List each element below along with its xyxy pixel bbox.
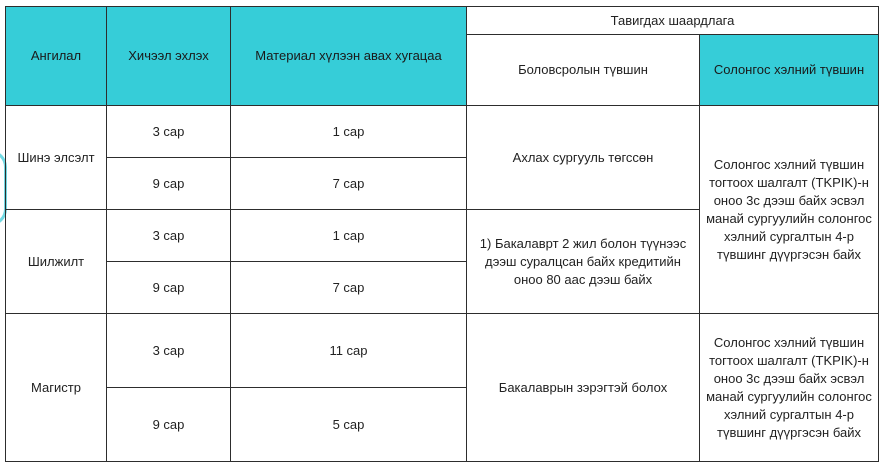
deadline-cell: 5 сар bbox=[231, 388, 467, 462]
deadline-cell: 1 сар bbox=[231, 106, 467, 158]
course-start-cell: 3 сар bbox=[107, 106, 231, 158]
header-material-deadline: Материал хүлээн авах хугацаа bbox=[231, 7, 467, 106]
header-requirements: Тавигдах шаардлага bbox=[467, 7, 879, 35]
education-cell: Ахлах сургууль төгссөн bbox=[467, 106, 700, 210]
requirements-table bbox=[5, 6, 879, 462]
korean-requirement-cell: Солонгос хэлний түвшин тогтоох шалгалт (TKPIK)-н оноо 3с дээш байх эсвэл манай сургуулийн солонгос хэлний сургалтын 4-р түвшинг дүүргэсэн байх bbox=[700, 314, 879, 462]
education-cell: 1) Бакалаврт 2 жил болон түүнээс дээш суралцсан байх кредитийн оноо 80 аас дээш байх bbox=[467, 210, 700, 314]
category-cell: Шилжилт bbox=[6, 210, 107, 314]
course-start-cell: 9 сар bbox=[107, 158, 231, 210]
deadline-cell: 7 сар bbox=[231, 158, 467, 210]
header-korean-level: Солонгос хэлний түвшин bbox=[700, 35, 879, 106]
deadline-cell: 7 сар bbox=[231, 262, 467, 314]
deadline-cell: 1 сар bbox=[231, 210, 467, 262]
course-start-cell: 3 сар bbox=[107, 210, 231, 262]
education-cell: Бакалаврын зэрэгтэй болох bbox=[467, 314, 700, 462]
deadline-cell: 11 сар bbox=[231, 314, 467, 388]
korean-requirement-cell: Солонгос хэлний түвшин тогтоох шалгалт (TKPIK)-н оноо 3с дээш байх эсвэл манай сургуулийн солонгос хэлний сургалтын 4-р түвшинг дүүргэсэн байх bbox=[700, 106, 879, 314]
header-education-level: Боловсролын түвшин bbox=[467, 35, 700, 106]
header-category: Ангилал bbox=[6, 7, 107, 106]
course-start-cell: 9 сар bbox=[107, 388, 231, 462]
course-start-cell: 3 сар bbox=[107, 314, 231, 388]
header-course-start: Хичээл эхлэх bbox=[107, 7, 231, 106]
category-cell: Магистр bbox=[6, 314, 107, 462]
course-start-cell: 9 сар bbox=[107, 262, 231, 314]
category-cell: Шинэ элсэлт bbox=[6, 106, 107, 210]
